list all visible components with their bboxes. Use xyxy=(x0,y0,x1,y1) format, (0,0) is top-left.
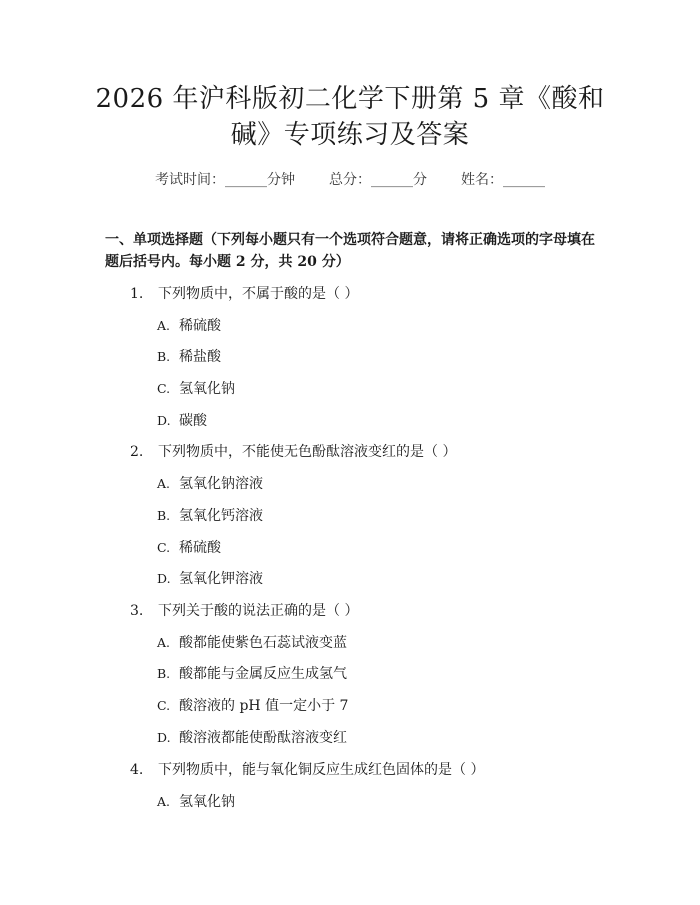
option-letter: A. xyxy=(157,794,171,809)
question-number: 4. xyxy=(130,762,144,778)
question-1-option-d xyxy=(157,410,207,430)
question-1-option-b xyxy=(157,346,221,366)
option-letter: A. xyxy=(157,635,171,650)
section-heading-line-2: 题后括号内。每小题 2 分，共 20 分） xyxy=(105,254,350,270)
question-number: 2. xyxy=(130,444,144,460)
option-text: 稀盐酸 xyxy=(179,349,221,365)
question-2-option-b xyxy=(157,505,263,525)
option-letter: A. xyxy=(157,476,171,491)
question-text: 下列关于酸的说法正确的是（ ） xyxy=(158,603,359,619)
option-letter: C. xyxy=(157,381,171,396)
option-text: 酸都能与金属反应生成氢气 xyxy=(179,666,347,682)
question-number: 1. xyxy=(130,286,144,302)
option-letter: B. xyxy=(157,666,171,681)
question-text: 下列物质中，不属于酸的是（ ） xyxy=(158,286,359,302)
option-text: 氢氧化钠 xyxy=(179,381,235,397)
option-text: 酸都能使紫色石蕊试液变蓝 xyxy=(179,635,347,651)
question-3 xyxy=(130,600,358,620)
question-3-option-a xyxy=(157,632,347,652)
exam-score: 总分：______分 xyxy=(329,172,427,188)
document-title-line-1: 2026 年沪科版初二化学下册第 5 章《酸和 xyxy=(95,84,605,114)
option-letter: B. xyxy=(157,508,171,523)
question-4-option-a xyxy=(157,791,235,811)
option-text: 氢氧化钙溶液 xyxy=(179,508,263,524)
option-text: 碳酸 xyxy=(179,413,207,429)
exam-time: 考试时间：______分钟 xyxy=(155,172,295,188)
option-letter: C. xyxy=(157,540,171,555)
option-text: 稀硫酸 xyxy=(179,540,221,556)
question-3-option-b xyxy=(157,663,347,683)
question-1-option-c xyxy=(157,378,235,398)
option-text: 氢氧化钠溶液 xyxy=(179,476,263,492)
question-1-option-a xyxy=(157,315,221,335)
question-4 xyxy=(130,759,484,779)
question-3-option-c xyxy=(157,695,348,715)
option-letter: D. xyxy=(157,571,171,586)
option-letter: B. xyxy=(157,349,171,364)
option-text: 酸溶液都能使酚酞溶液变红 xyxy=(179,730,347,746)
option-letter: D. xyxy=(157,413,171,428)
exam-meta xyxy=(0,169,700,189)
option-text: 氢氧化钠 xyxy=(179,794,235,810)
question-text: 下列物质中，不能使无色酚酞溶液变红的是（ ） xyxy=(158,444,457,460)
question-text: 下列物质中，能与氧化铜反应生成红色固体的是（ ） xyxy=(158,762,485,778)
question-2-option-d xyxy=(157,568,263,588)
student-name: 姓名：______ xyxy=(461,172,545,188)
document-title-line-2: 碱》专项练习及答案 xyxy=(230,120,470,150)
question-2-option-a xyxy=(157,473,263,493)
question-2 xyxy=(130,441,456,461)
option-text: 稀硫酸 xyxy=(179,318,221,334)
question-number: 3. xyxy=(130,603,144,619)
section-heading-line-1: 一、单项选择题（下列每小题只有一个选项符合题意，请将正确选项的字母填在 xyxy=(105,232,595,248)
option-text: 氢氧化钾溶液 xyxy=(179,571,263,587)
option-letter: A. xyxy=(157,318,171,333)
question-3-option-d xyxy=(157,727,347,747)
option-letter: C. xyxy=(157,698,171,713)
option-letter: D. xyxy=(157,730,171,745)
question-1 xyxy=(130,283,358,303)
question-2-option-c xyxy=(157,537,221,557)
option-text: 酸溶液的 pH 值一定小于 7 xyxy=(179,698,349,714)
